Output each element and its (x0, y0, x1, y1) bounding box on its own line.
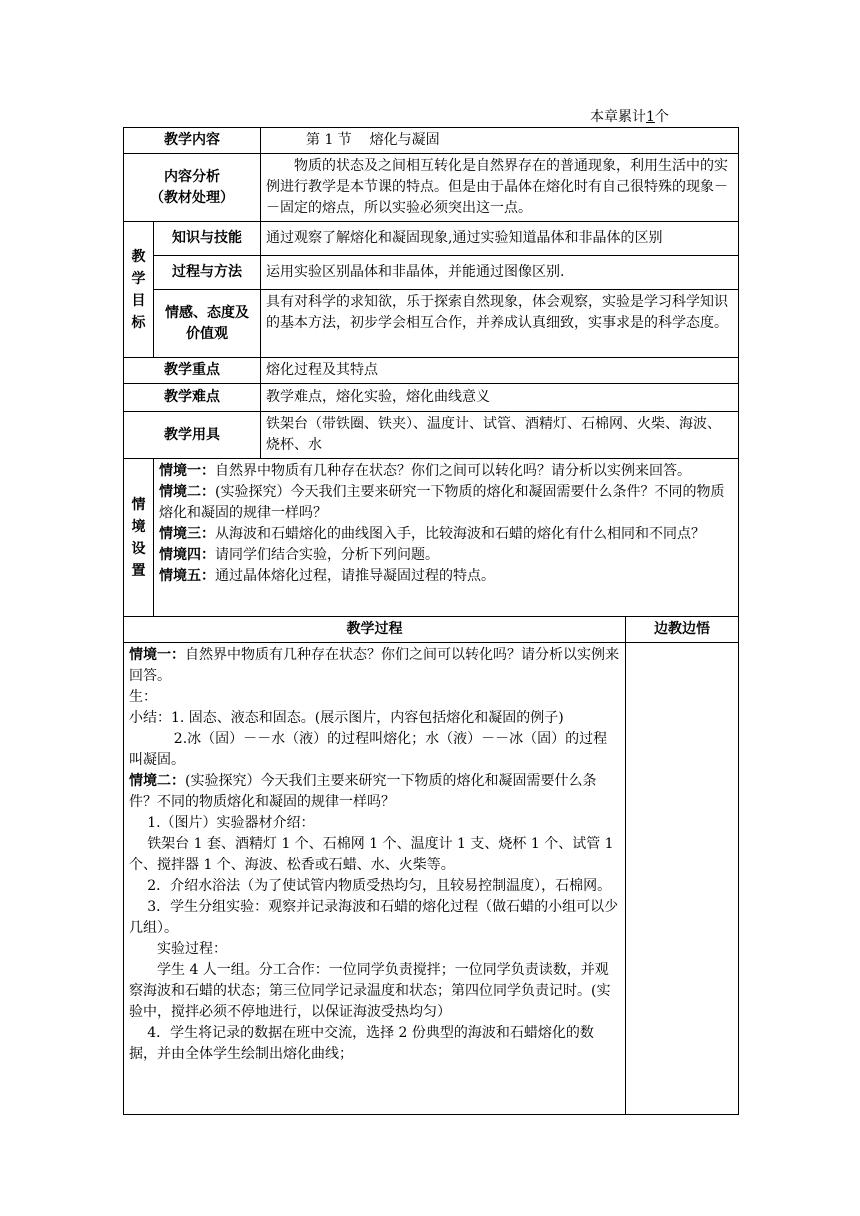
row-difficulty (124, 384, 739, 412)
row-situations (124, 459, 739, 617)
row-emotion (124, 290, 739, 358)
label-emotion: 情感、态度及 价值观 (154, 290, 261, 358)
row-analysis (124, 154, 739, 222)
difficulty-text: 教学难点，熔化实验，熔化曲线意义 (261, 384, 739, 412)
row-knowledge (124, 222, 739, 256)
situation-item: 情境五：通过晶体熔化过程，请推导凝固过程的特点。 (159, 568, 495, 584)
row-key (124, 358, 739, 384)
label-analysis: 内容分析 （教材处理） (124, 154, 261, 222)
label-key: 教学重点 (124, 358, 261, 384)
row-tools (124, 412, 739, 459)
row-content (124, 128, 739, 154)
reflection-cell (626, 643, 739, 1115)
row-method (124, 256, 739, 290)
count-value: 1 (646, 109, 655, 125)
situation-item: 情境四：请同学们结合实验，分析下列问题。 (159, 547, 439, 563)
label-method: 过程与方法 (154, 256, 261, 290)
label-difficulty: 教学难点 (124, 384, 261, 412)
label-goals: 教 学 目 标 (124, 222, 154, 358)
label-content: 教学内容 (124, 128, 261, 154)
row-process (124, 643, 739, 1115)
row-process-header (124, 617, 739, 643)
label-knowledge: 知识与技能 (154, 222, 261, 256)
situation-item: 情境一：自然界中物质有几种存在状态？你们之间可以转化吗？请分析以实例来回答。 (159, 463, 691, 479)
label-process: 教学过程 (124, 617, 626, 643)
situation-item: 情境二：(实验探究）今天我们主要来研究一下物质的熔化和凝固需要什么条件？不同的物质熔化和凝固的规律一样吗？ (159, 484, 725, 521)
label-situations: 情 境 设 置 (124, 459, 154, 617)
label-reflection: 边教边悟 (626, 617, 739, 643)
method-text: 运用实验区别晶体和非晶体，并能通过图像区别. (261, 256, 739, 290)
key-text: 熔化过程及其特点 (261, 358, 739, 384)
chapter-count: 本章累计1个 (590, 109, 669, 125)
content-value: 第 1 节 熔化与凝固 (261, 128, 739, 154)
emotion-text: 具有对科学的求知欲，乐于探索自然现象，体会观察，实验是学习科学知识的基本方法，初步学会相互合作，并养成认真细致，实事求是的科学态度。 (261, 290, 739, 358)
lesson-plan-table (123, 127, 739, 1115)
label-tools: 教学用具 (124, 412, 261, 459)
situation-item: 情境三：从海波和石蜡熔化的曲线图入手，比较海波和石蜡的熔化有什么相同和不同点？ (159, 526, 705, 542)
analysis-text: 物质的状态及之间相互转化是自然界存在的普通现象，利用生活中的实例进行教学是本节课的特点。但是由于晶体在熔化时有自己很特殊的现象－－固定的熔点，所以实验必须突出这一点。 (261, 154, 739, 222)
tools-text: 铁架台（带铁圈、铁夹）、温度计、试管、酒精灯、石棉网、火柴、海波、烧杯、水 (261, 412, 739, 459)
situations-list (154, 459, 739, 617)
process-text: 情境一：自然界中物质有几种存在状态？你们之间可以转化吗？请分析以实例来回答。 生： 小结：1. 固态、液态和固态。(展示图片，内容包括熔化和凝固的例子) 2.冰（固）－－水（液）的过程叫熔化；水（液）－－冰（固）的过程叫凝固。 情境二：(实验探究）今天我们主要来研究一下物质的熔化和凝固需要什么条件？不同的物质熔化和凝固的规律一样吗？ 1.（图片）实验器材介绍： 铁架台 1 套、酒精灯 1 个、石棉网 1 个、温度计 1 支、烧杯 1 个、试管 1 个、搅拌器 1 个、海波、松香或石蜡、水、火柴等。 2．介绍水浴法（为了使试管内物质受热均匀，且较易控制温度），石棉网。 3．学生分组实验：观察并记录海波和石蜡的熔化过程（做石蜡的小组可以少几组）。 实验过程： 学生 4 人一组。分工合作：一位同学负责搅拌；一位同学负责读数，并观察海波和石蜡的状态；第三位同学记录温度和状态；第四位同学负责记时。(实验中，搅拌必须不停地进行，以保证海波受热均匀） 4．学生将记录的数据在班中交流，选择 2 份典型的海波和石蜡熔化的数据，并由全体学生绘制出熔化曲线； (124, 643, 626, 1115)
knowledge-text: 通过观察了解熔化和凝固现象,通过实验知道晶体和非晶体的区别 (261, 222, 739, 256)
